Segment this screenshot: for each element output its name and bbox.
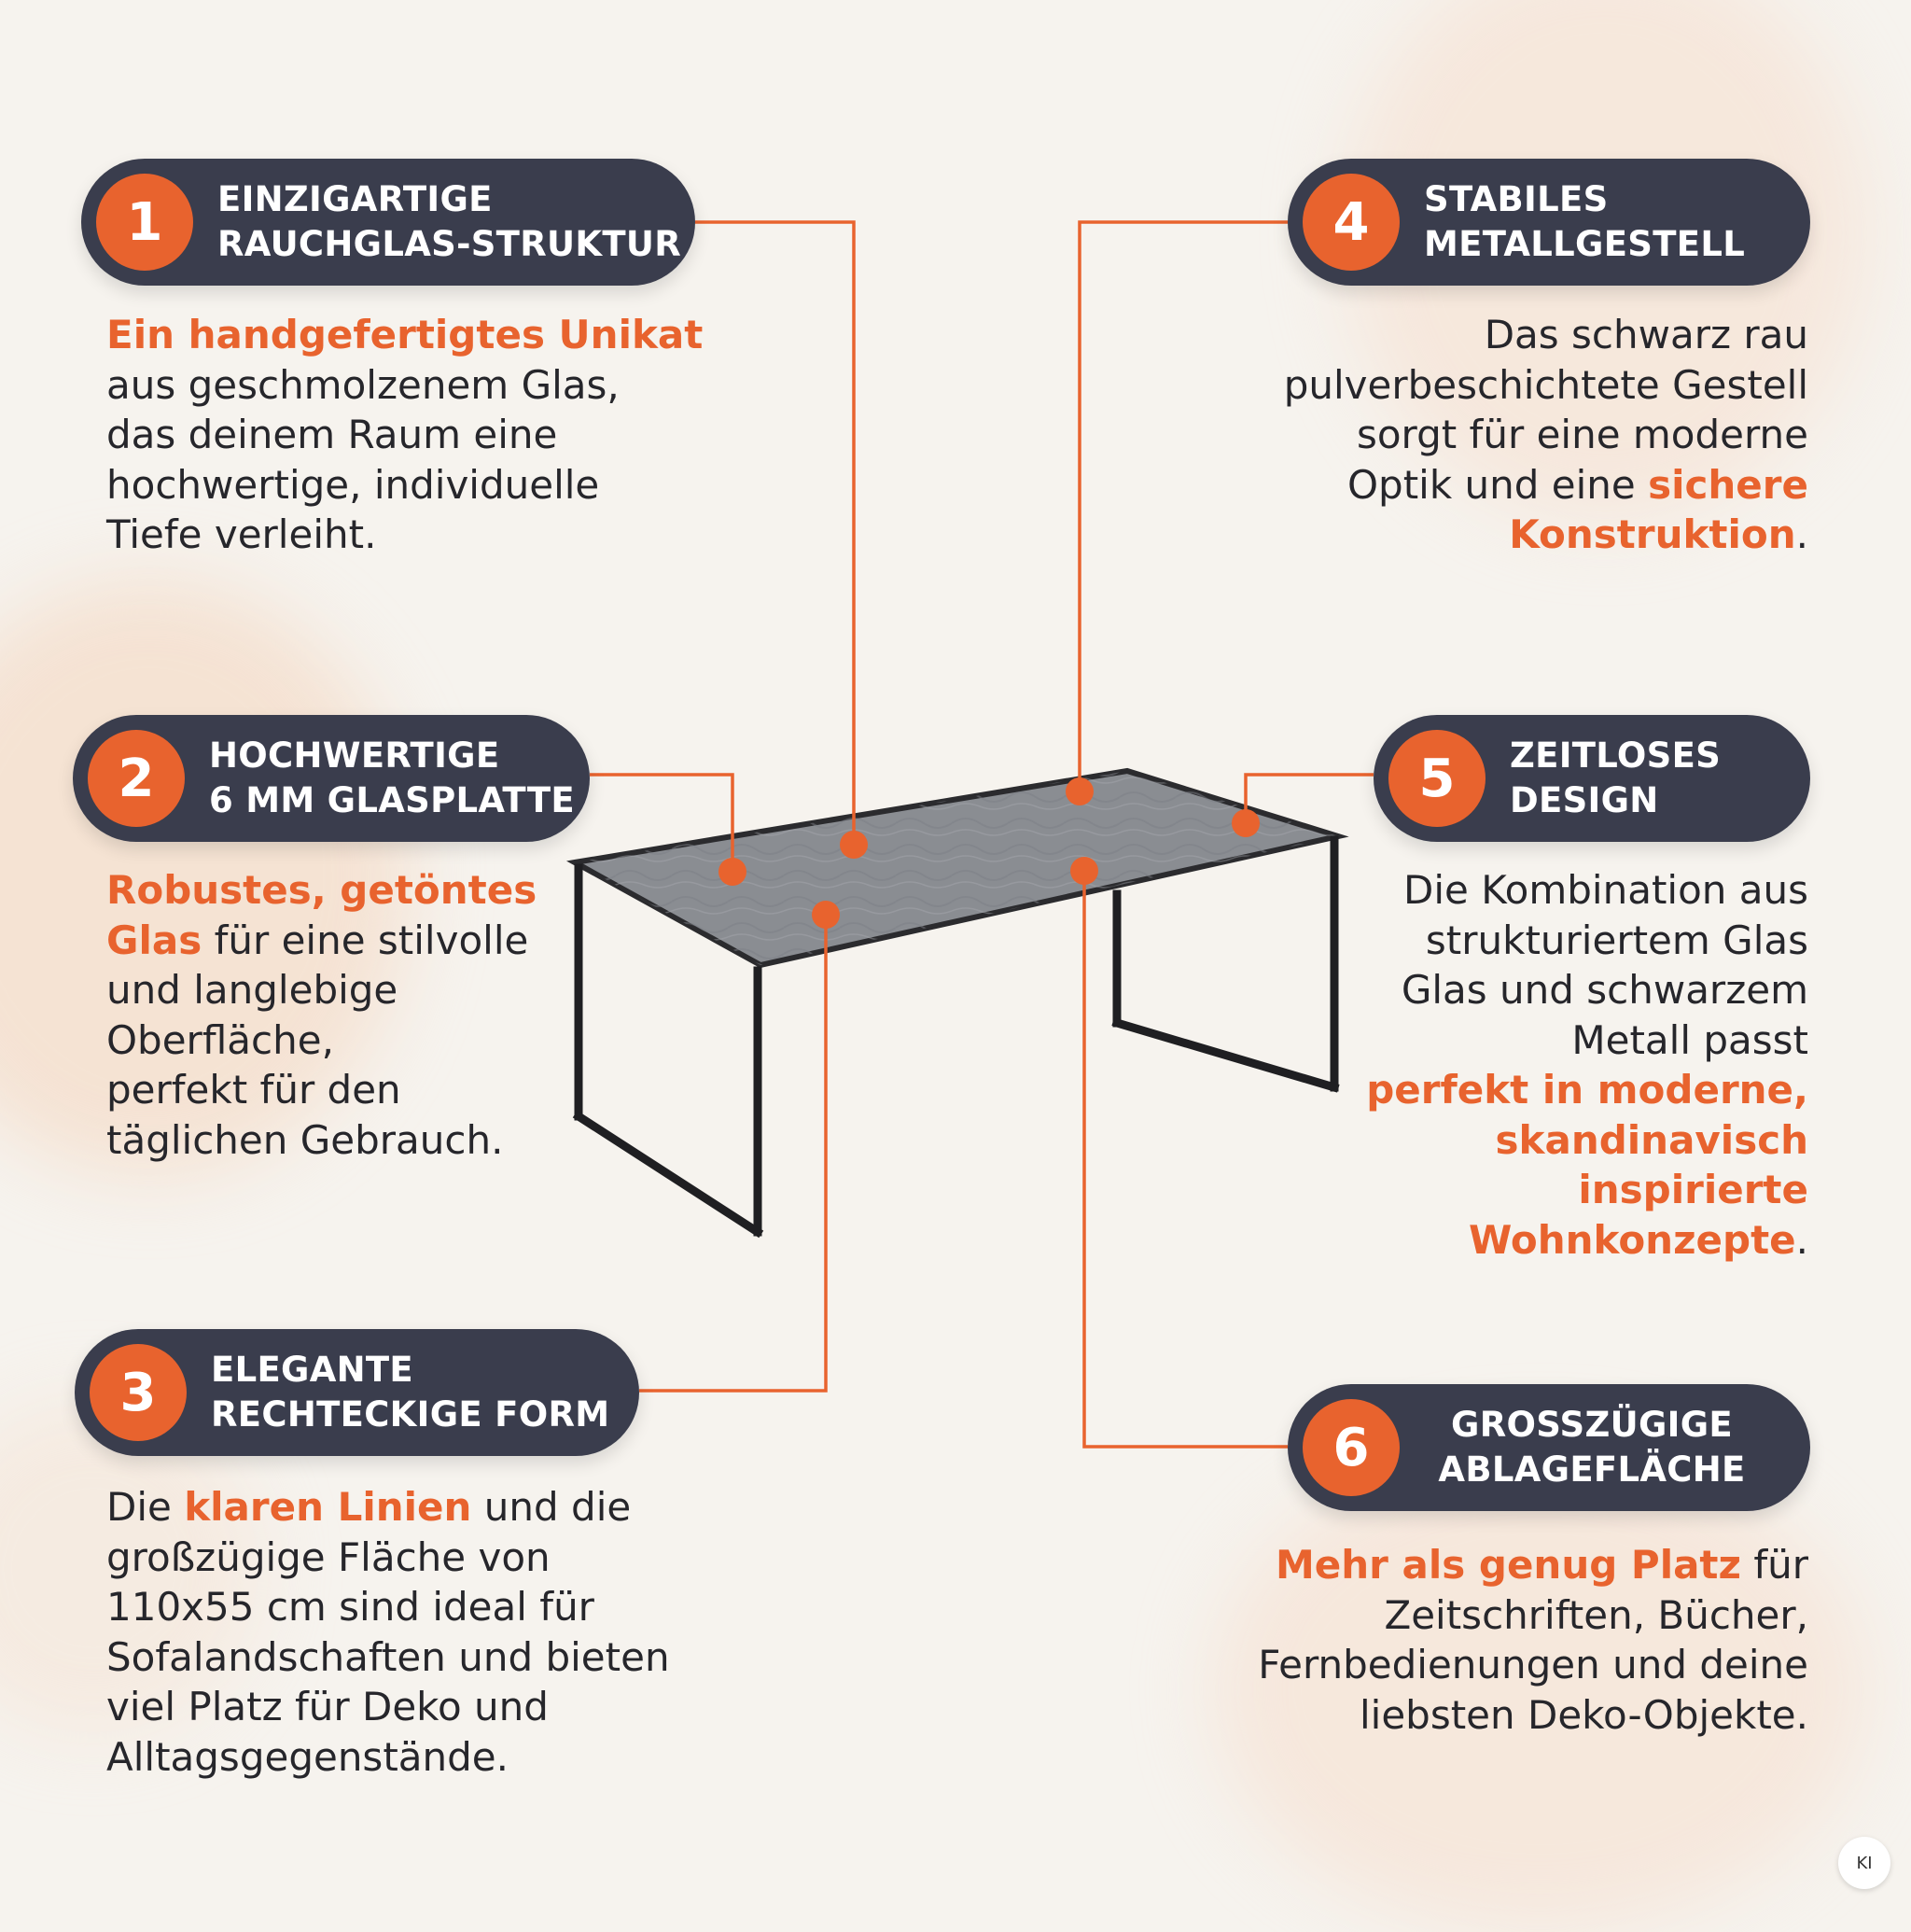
- description-line: [1284, 360, 1808, 411]
- feature-4-description: [1284, 310, 1808, 560]
- description-line: [106, 1533, 670, 1583]
- feature-3-number-badge: 3: [90, 1344, 187, 1441]
- description-line: [1258, 1640, 1808, 1690]
- description-text: aus geschmolzenem Glas,: [106, 361, 620, 408]
- marker-dot-4: [1066, 777, 1094, 805]
- description-line: [106, 360, 703, 411]
- feature-2-title: HOCHWERTIGE 6 MM GLASPLATTE: [209, 735, 575, 820]
- description-line: [1366, 1065, 1808, 1115]
- description-line: [106, 1682, 670, 1732]
- description-line: [106, 1482, 670, 1533]
- description-text: perfekt für den: [106, 1067, 401, 1113]
- highlighted-text: Glas: [106, 917, 202, 963]
- highlighted-text: Wohnkonzepte: [1469, 1216, 1796, 1263]
- feature-6-header: [1288, 1384, 1810, 1511]
- feature-4-number-badge: 4: [1303, 174, 1400, 271]
- description-line: [106, 1732, 670, 1783]
- feature-6-title: GROSSZÜGIGE ABLAGEFLÄCHE: [1438, 1405, 1746, 1490]
- description-text: Metall passt: [1571, 1016, 1808, 1063]
- feature-1-title: EINZIGARTIGE RAUCHGLAS-STRUKTUR: [217, 179, 682, 264]
- feature-4-title: STABILES METALLGESTELL: [1424, 179, 1746, 264]
- description-text: Glas und schwarzem: [1401, 967, 1808, 1013]
- highlighted-text: Robustes, getöntes: [106, 867, 537, 913]
- description-line: [106, 1115, 537, 1166]
- description-line: [106, 865, 537, 916]
- feature-2-header: [73, 715, 590, 842]
- description-line: [106, 965, 537, 1015]
- feature-1-header: [81, 159, 695, 286]
- description-text: Alltagsgegenstände.: [106, 1733, 509, 1780]
- highlighted-text: klaren Linien: [184, 1484, 472, 1530]
- feature-2-description: [106, 865, 537, 1165]
- description-line: [106, 916, 537, 966]
- description-text: Die: [106, 1484, 185, 1530]
- feature-6-description: [1258, 1540, 1808, 1740]
- highlighted-text: Mehr als genug Platz: [1276, 1542, 1741, 1588]
- description-line: [1284, 510, 1808, 560]
- description-line: [1366, 865, 1808, 916]
- description-line: [1258, 1590, 1808, 1641]
- description-text: hochwertige, individuelle: [106, 461, 600, 508]
- description-line: [1366, 1115, 1808, 1166]
- description-line: [1366, 1165, 1808, 1215]
- description-text: Das schwarz rau: [1484, 312, 1808, 357]
- description-text: strukturiertem Glas: [1425, 917, 1808, 963]
- feature-4-header: [1288, 159, 1810, 286]
- description-text: für eine stilvolle: [202, 917, 529, 963]
- description-text: täglichen Gebrauch.: [106, 1116, 504, 1163]
- description-text: Zeitschriften, Bücher,: [1384, 1591, 1808, 1638]
- marker-dot-6: [1070, 857, 1098, 885]
- description-line: [1284, 460, 1808, 511]
- feature-3-title: ELEGANTE RECHTECKIGE FORM: [211, 1350, 610, 1435]
- description-text: 110x55 cm sind ideal für: [106, 1584, 594, 1630]
- description-text: .: [1795, 511, 1808, 557]
- description-text: Fernbedienungen und deine: [1258, 1642, 1808, 1687]
- description-text: für: [1740, 1542, 1808, 1588]
- feature-5-header: [1374, 715, 1810, 842]
- description-text: sorgt für eine moderne: [1356, 412, 1808, 457]
- description-line: [1284, 310, 1808, 360]
- marker-dot-1: [840, 831, 868, 859]
- description-text: pulverbeschichtete Gestell: [1283, 361, 1808, 408]
- description-line: [106, 1015, 537, 1066]
- description-line: [1258, 1540, 1808, 1590]
- description-line: [106, 460, 703, 511]
- highlighted-text: Konstruktion: [1509, 511, 1796, 557]
- description-text: Sofalandschaften und bieten: [106, 1633, 670, 1680]
- description-text: und langlebige: [106, 967, 398, 1013]
- feature-5-title: ZEITLOSES DESIGN: [1510, 735, 1722, 820]
- feature-6-number-badge: 6: [1303, 1399, 1400, 1496]
- highlighted-text: sichere: [1648, 461, 1808, 508]
- description-text: Tiefe verleiht.: [106, 511, 377, 557]
- connector-line-4: [1080, 222, 1288, 791]
- description-line: [106, 1065, 537, 1115]
- ai-generated-badge: KI: [1838, 1837, 1890, 1889]
- description-line: [106, 510, 703, 560]
- description-text: und die: [471, 1484, 632, 1530]
- description-text: .: [1795, 1216, 1808, 1263]
- feature-3-header: [75, 1329, 639, 1456]
- description-text: viel Platz für Deko und: [106, 1684, 549, 1729]
- description-line: [1366, 965, 1808, 1015]
- description-text: liebsten Deko-Objekte.: [1359, 1691, 1808, 1738]
- description-line: [1366, 916, 1808, 966]
- marker-dot-3: [812, 901, 840, 929]
- feature-1-number-badge: 1: [96, 174, 193, 271]
- marker-dot-2: [718, 858, 746, 886]
- connector-line-3: [639, 915, 826, 1391]
- feature-5-number-badge: 5: [1388, 730, 1486, 827]
- description-text: Die Kombination aus: [1403, 867, 1808, 913]
- highlighted-text: skandinavisch: [1495, 1116, 1808, 1163]
- marker-dot-5: [1232, 809, 1260, 837]
- feature-2-number-badge: 2: [88, 730, 185, 827]
- description-line: [1258, 1690, 1808, 1741]
- feature-3-description: [106, 1482, 670, 1782]
- description-line: [1366, 1215, 1808, 1266]
- description-line: [106, 410, 703, 460]
- highlighted-text: inspirierte: [1578, 1167, 1808, 1212]
- description-line: [1284, 410, 1808, 460]
- description-text: das deinem Raum eine: [106, 412, 558, 457]
- feature-1-description: [106, 310, 703, 560]
- description-line: [1366, 1015, 1808, 1066]
- highlighted-text: perfekt in moderne,: [1366, 1067, 1808, 1113]
- description-line: [106, 1632, 670, 1683]
- highlighted-text: Ein handgefertigtes Unikat: [106, 312, 704, 357]
- feature-5-description: [1366, 865, 1808, 1265]
- description-text: großzügige Fläche von: [106, 1533, 551, 1580]
- description-text: Optik und eine: [1347, 461, 1649, 508]
- description-line: [106, 310, 703, 360]
- description-text: Oberfläche,: [106, 1016, 334, 1063]
- description-line: [106, 1582, 670, 1632]
- connector-line-1: [695, 222, 854, 845]
